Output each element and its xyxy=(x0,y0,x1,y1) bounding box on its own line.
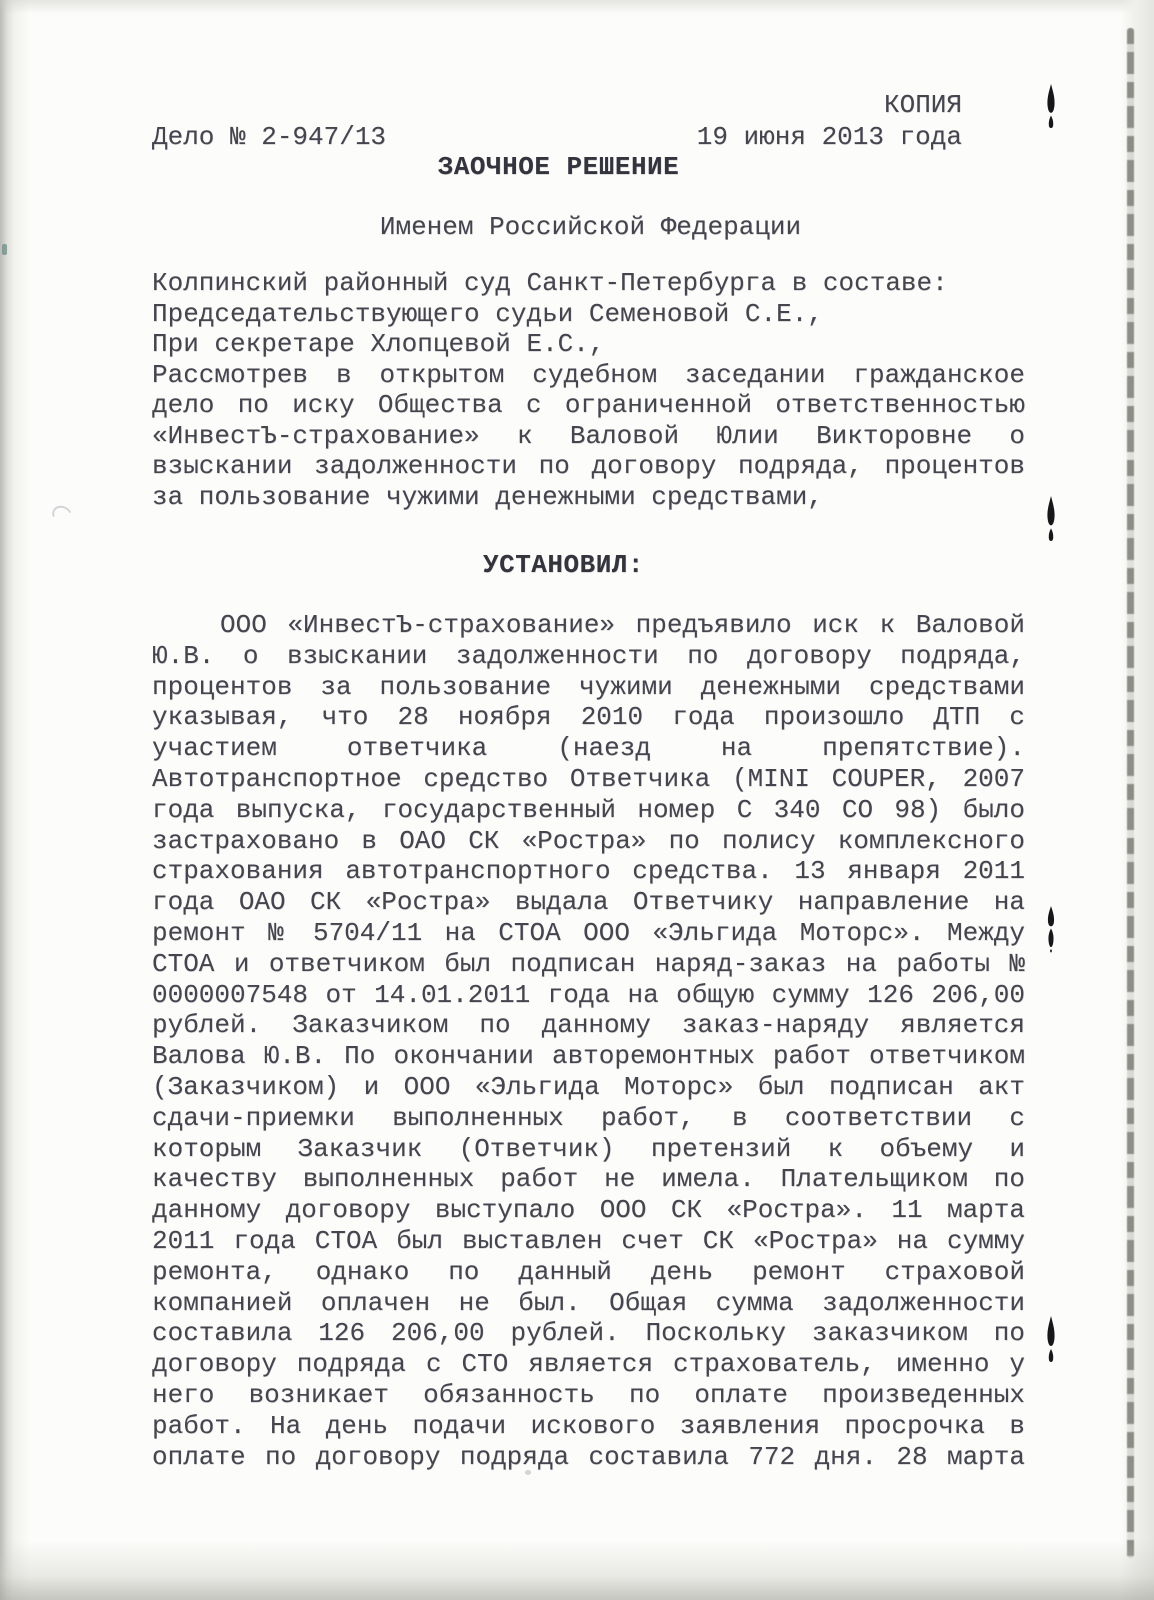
text-line: компанией оплачен не был. Общая сумма задолженности xyxy=(152,1287,1025,1318)
body-paragraph xyxy=(152,610,1025,1472)
text-line: 2011 года СТОА был выставлен счет СК «Ростра» на сумму xyxy=(152,1225,1025,1256)
text-line: дело по иску Общества с ограниченной ответственностью xyxy=(152,390,1025,420)
ink-blot-artifact xyxy=(1045,1316,1057,1364)
scan-speck-artifact xyxy=(2,244,7,255)
document-title: ЗАОЧНОЕ РЕШЕНИЕ xyxy=(437,152,680,182)
text-line: «ИнвестЪ-страхование» к Валовой Юлии Викторовне о xyxy=(152,420,1025,451)
text-line: которым Заказчик (Ответчик) претензий к объему и xyxy=(152,1133,1025,1164)
text-line: него возникает обязанность по оплате произведенных xyxy=(152,1379,1025,1410)
case-header-row xyxy=(152,122,962,152)
page-right-edge-shadow xyxy=(1120,0,1154,1600)
text-line: рублей. Заказчиком по данному заказ-наряду является xyxy=(152,1010,1025,1041)
text-line: участием ответчика (наезд на препятствие). xyxy=(152,733,1025,764)
text-line: застраховано в ОАО СК «Ростра» по полису комплексного xyxy=(152,825,1025,856)
text-line: взыскании задолженности по договору подряда, процентов xyxy=(152,451,1025,481)
text-line: сдачи-приемки выполненных работ, в соответствии с xyxy=(152,1102,1025,1133)
text-line: договору подряда с СТО является страхователь, именно у xyxy=(152,1349,1025,1380)
ink-blot-artifact xyxy=(1045,84,1057,130)
text-line: (Заказчиком) и ООО «Эльгида Моторс» был подписан акт xyxy=(152,1071,1025,1102)
text-line: 0000007548 от 14.01.2011 года на общую сумму 126 206,00 xyxy=(152,979,1025,1010)
ink-blot-artifact xyxy=(1045,496,1057,543)
page-left-edge-shadow xyxy=(0,0,30,1600)
text-line: Автотранспортное средство Ответчика (MINI COUPER, 2007 xyxy=(152,763,1025,794)
text-line: ООО «ИнвестЪ-страхование» предъявило иск к Валовой xyxy=(220,610,1025,640)
case-number: Дело № 2-947/13 xyxy=(152,122,387,152)
ink-blot-artifact xyxy=(1045,906,1057,953)
section-heading: УСТАНОВИЛ: xyxy=(482,550,645,580)
text-line: года выпуска, государственный номер С 340 СО 98) было xyxy=(152,794,1025,825)
page-right-fold-line xyxy=(1127,28,1134,1558)
copy-stamp-label: КОПИЯ xyxy=(883,90,962,120)
text-line: Рассмотрев в открытом судебном заседании гражданское xyxy=(152,359,1025,390)
text-line: указывая, что 28 ноября 2010 года произошло ДТП с xyxy=(152,702,1025,733)
text-line: качеству выполненных работ не имела. Плательщиком по xyxy=(152,1164,1025,1195)
text-line: оплате по договору подряда составила 772 дня. 28 марта xyxy=(152,1441,1025,1472)
scan-speck-artifact xyxy=(49,503,74,527)
text-line: Ю.В. о взыскании задолженности по договору подряда, xyxy=(152,640,1025,671)
text-line: Колпинский районный суд Санкт-Петербурга в составе: xyxy=(152,268,948,298)
text-line: страхования автотранспортного средства. 13 января 2011 xyxy=(152,856,1025,887)
text-line: При секретаре Хлопцевой Е.С., xyxy=(152,329,605,359)
text-line: Председательствующего судьи Семеновой С.Е., xyxy=(152,298,823,329)
text-line: СТОА и ответчиком был подписан наряд-заказ на работы № xyxy=(152,948,1025,979)
intro-paragraph xyxy=(152,268,1025,512)
text-line: работ. На день подачи искового заявления просрочка в xyxy=(152,1410,1025,1441)
document-subtitle-row xyxy=(152,212,1025,242)
text-line: за пользование чужими денежными средствами, xyxy=(152,481,823,512)
decision-date: 19 июня 2013 года xyxy=(696,122,962,152)
text-line: данному договору выступало ООО СК «Ростра». 11 марта xyxy=(152,1195,1025,1226)
document-subtitle: Именем Российской Федерации xyxy=(379,212,802,242)
document-title-row xyxy=(152,152,1025,182)
text-line: ремонт № 5704/11 на СТОА ООО «Эльгида Моторс». Между xyxy=(152,917,1025,948)
page-top-edge-shadow xyxy=(0,0,1154,14)
section-heading-row xyxy=(152,550,1025,580)
text-line: ремонта, однако по данный день ремонт страховой xyxy=(152,1256,1025,1287)
page-bottom-edge-shadow xyxy=(0,1540,1154,1600)
text-line: процентов за пользование чужими денежными средствами xyxy=(152,671,1025,702)
text-line: Валова Ю.В. По окончании авторемонтных работ ответчиком xyxy=(152,1041,1025,1072)
text-line: года ОАО СК «Ростра» выдала Ответчику направление на xyxy=(152,887,1025,918)
text-line: составила 126 206,00 рублей. Поскольку заказчиком по xyxy=(152,1318,1025,1349)
